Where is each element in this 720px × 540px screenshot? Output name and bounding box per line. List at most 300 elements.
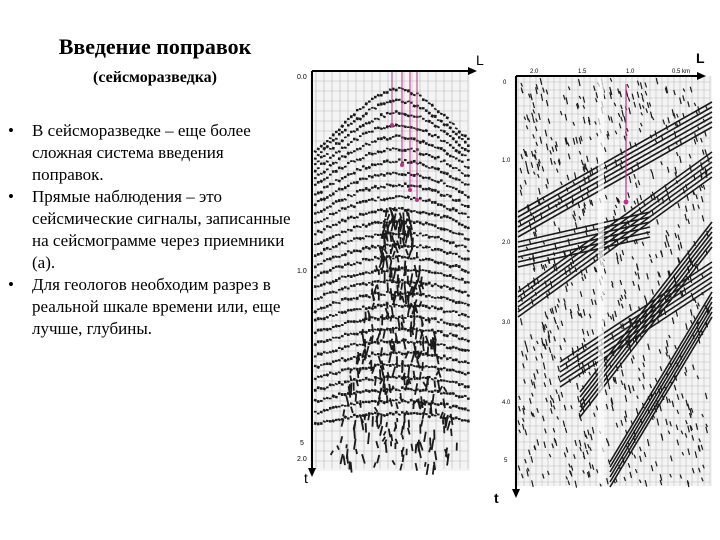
- trace-segment: [431, 136, 434, 137]
- trace-segment: [437, 273, 440, 274]
- trace-segment: [320, 412, 323, 413]
- trace-segment: [320, 354, 323, 355]
- trace-segment: [359, 159, 362, 160]
- trace-segment: [398, 208, 401, 209]
- trace-segment: [353, 321, 356, 322]
- trace-segment: [329, 227, 332, 228]
- trace-segment: [443, 216, 446, 217]
- trace-segment: [395, 173, 398, 174]
- page-title: Введение поправок: [58, 34, 252, 59]
- trace-segment: [389, 233, 392, 234]
- trace-segment: [380, 401, 383, 402]
- trace-segment: [449, 231, 452, 232]
- trace-segment: [461, 135, 464, 136]
- trace-segment: [329, 283, 332, 284]
- trace-segment: [443, 252, 446, 253]
- trace-segment: [314, 194, 317, 195]
- trace-segment: [335, 171, 338, 172]
- trace-segment: [314, 344, 317, 345]
- axis-l-arrowhead: [468, 67, 477, 75]
- trace-segment: [434, 168, 437, 169]
- bullet-item: [6, 120, 296, 186]
- trace-segment: [389, 377, 392, 378]
- trace-segment: [350, 240, 353, 241]
- trace-segment: [449, 209, 452, 210]
- trace-segment: [317, 222, 320, 223]
- trace-segment: [326, 398, 329, 399]
- trace-segment: [416, 212, 419, 213]
- trace-segment: [464, 339, 467, 340]
- trace-segment: [320, 146, 323, 147]
- trace-segment: [467, 304, 470, 305]
- trace-segment: [416, 378, 419, 379]
- trace-segment: [443, 173, 446, 174]
- trace-segment: [332, 385, 335, 386]
- noise-segment: [381, 415, 382, 425]
- trace-segment: [467, 228, 470, 229]
- trace-segment: [437, 297, 440, 298]
- trace-segment: [401, 354, 404, 355]
- trace-segment: [332, 148, 335, 149]
- trace-segment: [455, 335, 458, 336]
- trace-segment: [422, 177, 425, 178]
- trace-segment: [437, 137, 440, 138]
- noise-segment: [356, 393, 357, 401]
- noise-segment: [397, 256, 398, 263]
- tick-5: 5: [504, 458, 508, 464]
- axis-t-label-a: t: [304, 470, 308, 486]
- trace-segment: [434, 190, 437, 191]
- noise-segment: [385, 240, 386, 250]
- trace-segment: [332, 351, 335, 352]
- trace-segment: [425, 366, 428, 367]
- trace-segment: [446, 208, 449, 209]
- trace-segment: [413, 343, 416, 344]
- trace-segment: [431, 123, 434, 124]
- trace-segment: [377, 305, 380, 306]
- trace-segment: [431, 190, 434, 191]
- trace-segment: [392, 352, 395, 353]
- trace-segment: [437, 147, 440, 148]
- trace-segment: [365, 113, 368, 114]
- trace-segment: [449, 186, 452, 187]
- trace-segment: [356, 226, 359, 227]
- trace-segment: [464, 374, 467, 375]
- trace-segment: [353, 121, 356, 122]
- trace-segment: [341, 232, 344, 233]
- trace-segment: [359, 170, 362, 171]
- trace-segment: [359, 309, 362, 310]
- trace-segment: [371, 259, 374, 260]
- trace-segment: [329, 165, 332, 166]
- trace-segment: [350, 195, 353, 196]
- trace-segment: [428, 103, 431, 104]
- noise-segment: [376, 265, 377, 271]
- trace-segment: [461, 314, 464, 315]
- trace-segment: [347, 251, 350, 252]
- trace-segment: [413, 151, 416, 152]
- trace-segment: [359, 354, 362, 355]
- trace-segment: [386, 280, 389, 281]
- trace-segment: [332, 203, 335, 204]
- trace-segment: [314, 204, 317, 205]
- trace-segment: [371, 164, 374, 165]
- trace-segment: [401, 306, 404, 307]
- trace-segment: [332, 140, 335, 141]
- trace-segment: [338, 234, 341, 235]
- trace-segment: [335, 406, 338, 407]
- trace-segment: [368, 391, 371, 392]
- trace-segment: [386, 244, 389, 245]
- trace-segment: [329, 195, 332, 196]
- trace-segment: [431, 156, 434, 157]
- trace-segment: [431, 224, 434, 225]
- trace-segment: [344, 360, 347, 361]
- trace-segment: [356, 416, 359, 417]
- trace-segment: [362, 273, 365, 274]
- trace-segment: [347, 310, 350, 311]
- trace-segment: [422, 154, 425, 155]
- trace-segment: [338, 210, 341, 211]
- trace-segment: [365, 332, 368, 333]
- trace-segment: [431, 115, 434, 116]
- trace-segment: [353, 114, 356, 115]
- trace-segment: [383, 199, 386, 200]
- trace-segment: [347, 174, 350, 175]
- noise-segment: [401, 282, 402, 289]
- noise-segment: [434, 380, 435, 387]
- trace-segment: [440, 262, 443, 263]
- trace-segment: [449, 252, 452, 253]
- trace-segment: [377, 210, 380, 211]
- trace-segment: [317, 388, 320, 389]
- trace-segment: [326, 161, 329, 162]
- trace-segment: [326, 374, 329, 375]
- trace-segment: [353, 264, 356, 265]
- bullet-item: [6, 186, 296, 274]
- trace-segment: [446, 347, 449, 348]
- trace-segment: [386, 139, 389, 140]
- trace-segment: [338, 243, 341, 244]
- trace-segment: [419, 212, 422, 213]
- trace-segment: [455, 382, 458, 383]
- trace-segment: [347, 299, 350, 300]
- noise-segment: [433, 394, 434, 402]
- trace-segment: [467, 340, 470, 341]
- noise-segment: [380, 369, 381, 380]
- trace-segment: [365, 143, 368, 144]
- trace-segment: [335, 224, 338, 225]
- trace-segment: [410, 211, 413, 212]
- trace-segment: [392, 186, 395, 187]
- trace-segment: [455, 406, 458, 407]
- trace-segment: [431, 179, 434, 180]
- trace-segment: [374, 211, 377, 212]
- trace-segment: [401, 293, 404, 294]
- trace-segment: [383, 187, 386, 188]
- trace-segment: [368, 248, 371, 249]
- marker-dot: [415, 198, 419, 202]
- trace-segment: [440, 308, 443, 309]
- trace-segment: [467, 150, 470, 151]
- trace-segment: [386, 184, 389, 185]
- trace-segment: [347, 153, 350, 154]
- trace-segment: [371, 236, 374, 237]
- trace-segment: [341, 126, 344, 127]
- trace-segment: [455, 128, 458, 129]
- bullet-text: Для геологов необходим разрез в реальной шкале времени или, еще лучше, глубины.: [32, 275, 281, 338]
- trace-segment: [431, 366, 434, 367]
- noise-segment: [403, 422, 404, 430]
- trace-segment: [332, 214, 335, 215]
- trace-segment: [425, 130, 428, 131]
- trace-segment: [377, 378, 380, 379]
- bullet-icon: •: [8, 275, 14, 294]
- trace-segment: [386, 148, 389, 149]
- noise-segment: [386, 422, 387, 427]
- trace-segment: [383, 271, 386, 272]
- trace-segment: [341, 168, 344, 169]
- noise-segment: [357, 355, 358, 364]
- trace-segment: [464, 195, 467, 196]
- trace-segment: [440, 140, 443, 141]
- trace-segment: [314, 423, 317, 424]
- trace-segment: [377, 95, 380, 96]
- trace-segment: [461, 173, 464, 174]
- trace-segment: [392, 364, 395, 365]
- trace-segment: [374, 413, 377, 414]
- trace-segment: [452, 381, 455, 382]
- trace-segment: [320, 376, 323, 377]
- trace-segment: [344, 346, 347, 347]
- trace-segment: [314, 286, 317, 287]
- trace-segment: [350, 205, 353, 206]
- noise-segment: [377, 416, 378, 427]
- trace-segment: [443, 124, 446, 125]
- trace-segment: [461, 204, 464, 205]
- trace-segment: [350, 161, 353, 162]
- trace-segment: [353, 275, 356, 276]
- trace-segment: [341, 255, 344, 256]
- trace-segment: [425, 177, 428, 178]
- trace-segment: [446, 173, 449, 174]
- trace-segment: [440, 121, 443, 122]
- trace-segment: [380, 294, 383, 295]
- trace-segment: [317, 174, 320, 175]
- trace-segment: [455, 150, 458, 151]
- trace-segment: [461, 269, 464, 270]
- trace-segment: [395, 124, 398, 125]
- trace-segment: [356, 118, 359, 119]
- trace-segment: [449, 166, 452, 167]
- trace-segment: [443, 150, 446, 151]
- trace-segment: [317, 401, 320, 402]
- noise-segment: [387, 283, 388, 292]
- noise-segment: [408, 366, 409, 377]
- trace-segment: [323, 198, 326, 199]
- trace-segment: [377, 164, 380, 165]
- trace-segment: [323, 260, 326, 261]
- trace-segment: [368, 190, 371, 191]
- trace-segment: [320, 181, 323, 182]
- trace-segment: [329, 142, 332, 143]
- seismic-section: [500, 62, 715, 502]
- trace-segment: [374, 247, 377, 248]
- trace-segment: [452, 219, 455, 220]
- trace-segment: [437, 285, 440, 286]
- bullet-icon: •: [8, 187, 14, 206]
- trace-segment: [359, 295, 362, 296]
- trace-segment: [314, 151, 317, 152]
- noise-segment: [399, 219, 400, 229]
- trace-segment: [350, 417, 353, 418]
- trace-segment: [431, 249, 434, 250]
- noise-segment: [385, 384, 386, 395]
- trace-segment: [389, 306, 392, 307]
- trace-segment: [368, 167, 371, 168]
- trace-segment: [323, 284, 326, 285]
- trace-segment: [341, 140, 344, 141]
- noise-segment: [393, 327, 394, 333]
- noise-segment: [425, 462, 426, 467]
- trace-segment: [392, 233, 395, 234]
- trace-segment: [392, 400, 395, 401]
- trace-segment: [443, 312, 446, 313]
- marker-dot: [624, 200, 629, 205]
- trace-segment: [413, 106, 416, 107]
- trace-segment: [371, 154, 374, 155]
- trace-segment: [395, 412, 398, 413]
- trace-segment: [416, 305, 419, 306]
- trace-segment: [458, 145, 461, 146]
- trace-segment: [389, 198, 392, 199]
- noise-segment: [347, 449, 348, 459]
- trace-segment: [464, 226, 467, 227]
- trace-segment: [359, 320, 362, 321]
- trace-segment: [338, 360, 341, 361]
- trace-segment: [320, 163, 323, 164]
- trace-segment: [356, 345, 359, 346]
- trace-segment: [401, 174, 404, 175]
- trace-segment: [338, 222, 341, 223]
- trace-segment: [419, 153, 422, 154]
- trace-segment: [401, 387, 404, 388]
- trace-segment: [413, 128, 416, 129]
- trace-segment: [359, 392, 362, 393]
- trace-segment: [404, 138, 407, 139]
- noise-segment: [365, 414, 366, 420]
- trace-segment: [320, 192, 323, 193]
- trace-segment: [437, 381, 440, 382]
- trace-segment: [383, 116, 386, 117]
- trace-segment: [356, 159, 359, 160]
- trace-segment: [374, 222, 377, 223]
- trace-segment: [365, 226, 368, 227]
- trace-segment: [344, 312, 347, 313]
- trace-segment: [368, 296, 371, 297]
- trace-segment: [428, 295, 431, 296]
- trace-segment: [314, 158, 317, 159]
- noise-segment: [362, 359, 363, 364]
- noise-segment: [413, 400, 414, 409]
- trace-segment: [329, 304, 332, 305]
- trace-segment: [464, 315, 467, 316]
- trace-segment: [362, 259, 365, 260]
- noise-segment: [350, 375, 351, 381]
- trace-segment: [437, 369, 440, 370]
- trace-segment: [452, 369, 455, 370]
- trace-segment: [467, 410, 470, 411]
- trace-segment: [461, 258, 464, 259]
- trace-segment: [413, 116, 416, 117]
- noise-segment: [398, 265, 399, 271]
- trace-segment: [389, 173, 392, 174]
- trace-segment: [380, 414, 383, 415]
- trace-segment: [341, 358, 344, 359]
- trace-segment: [458, 179, 461, 180]
- trace-segment: [467, 421, 470, 422]
- trace-segment: [446, 216, 449, 217]
- trace-segment: [371, 121, 374, 122]
- trace-segment: [464, 271, 467, 272]
- trace-segment: [410, 270, 413, 271]
- trace-segment: [455, 200, 458, 201]
- trace-segment: [335, 350, 338, 351]
- trace-segment: [362, 178, 365, 179]
- trace-segment: [332, 155, 335, 156]
- trace-segment: [428, 188, 431, 189]
- trace-segment: [341, 132, 344, 133]
- trace-segment: [320, 273, 323, 274]
- trace-segment: [380, 329, 383, 330]
- trace-segment: [407, 388, 410, 389]
- trace-segment: [338, 303, 341, 304]
- trace-segment: [443, 183, 446, 184]
- tick-1-0: 1.0: [502, 158, 511, 164]
- noise-segment: [381, 347, 382, 356]
- noise-segment: [375, 376, 376, 385]
- trace-segment: [422, 317, 425, 318]
- noise-segment: [436, 409, 437, 414]
- trace-segment: [419, 130, 422, 131]
- noise-segment: [350, 369, 351, 373]
- tick-0: 0: [503, 80, 507, 86]
- trace-segment: [419, 108, 422, 109]
- trace-segment: [335, 315, 338, 316]
- trace-segment: [350, 174, 353, 175]
- trace-segment: [428, 403, 431, 404]
- noise-segment: [411, 444, 412, 451]
- noise-segment: [351, 462, 352, 473]
- trace-segment: [323, 229, 326, 230]
- trace-segment: [326, 154, 329, 155]
- trace-segment: [398, 365, 401, 366]
- trace-segment: [380, 209, 383, 210]
- trace-segment: [437, 157, 440, 158]
- trace-segment: [440, 273, 443, 274]
- trace-segment: [452, 360, 455, 361]
- trace-segment: [365, 188, 368, 189]
- trace-segment: [455, 245, 458, 246]
- trace-segment: [419, 162, 422, 163]
- trace-segment: [437, 321, 440, 322]
- trace-segment: [368, 122, 371, 123]
- trace-segment: [314, 400, 317, 401]
- trace-segment: [455, 325, 458, 326]
- trace-segment: [341, 289, 344, 290]
- trace-segment: [440, 195, 443, 196]
- trace-segment: [323, 388, 326, 389]
